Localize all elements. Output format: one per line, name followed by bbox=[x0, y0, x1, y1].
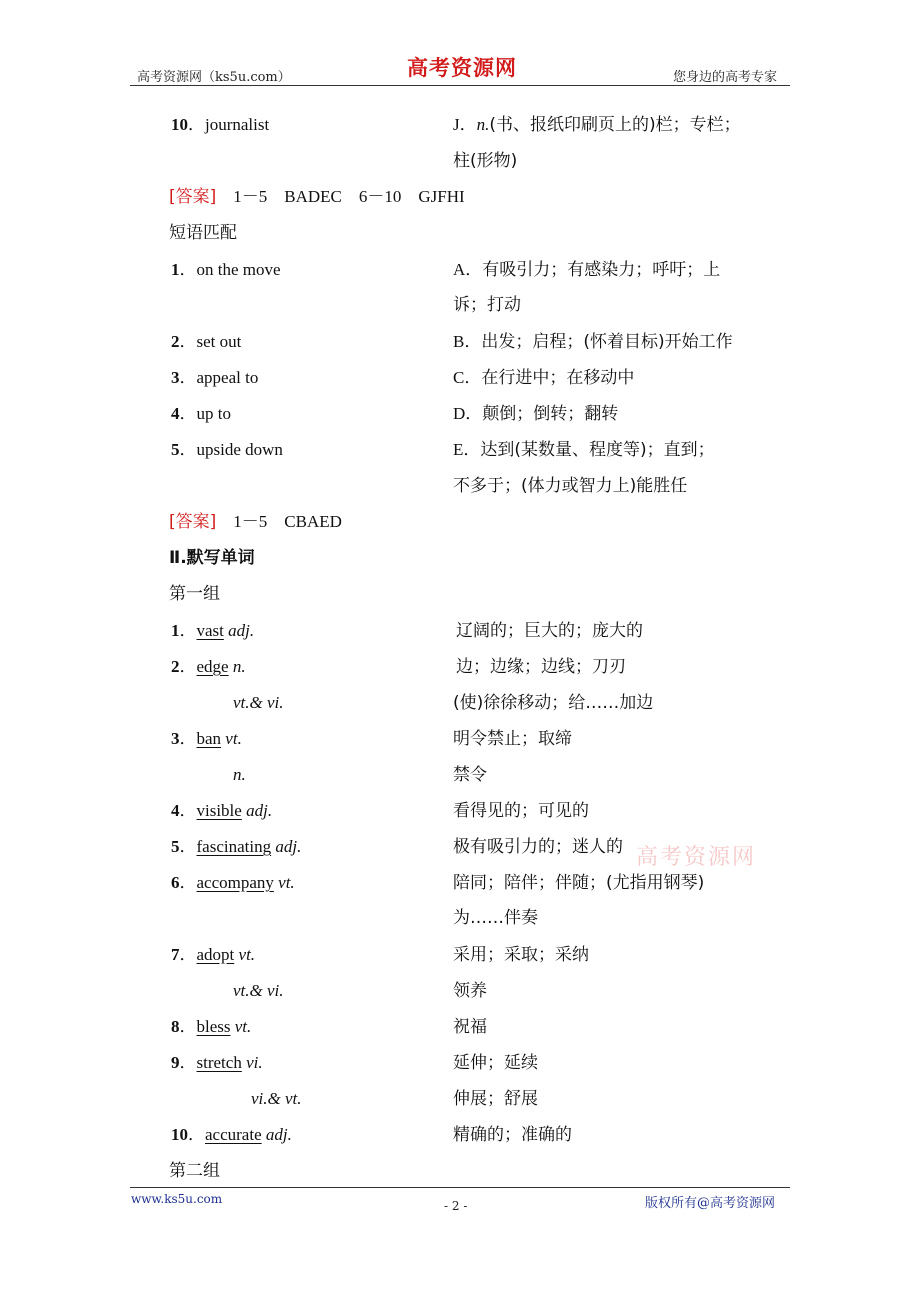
word-definition: 禁令 bbox=[453, 765, 487, 785]
phrase-section-title: 短语匹配 bbox=[169, 223, 237, 243]
word-row: 6．accompany vt. bbox=[171, 873, 295, 892]
word-pos: vt.& vi. bbox=[233, 693, 284, 712]
header-site-name: 高考资源网（ks5u.com） bbox=[137, 70, 291, 85]
option-c: C．在行进中；在移动中 bbox=[453, 368, 635, 388]
group-title-2: 第二组 bbox=[169, 1161, 220, 1181]
word-row: 8．bless vt. bbox=[171, 1017, 252, 1036]
word-row: 4．visible adj. bbox=[171, 801, 273, 820]
option-a: A．有吸引力；有感染力；呼吁；上 bbox=[453, 260, 721, 280]
group-title-1: 第一组 bbox=[169, 584, 220, 604]
word-definition: 祝福 bbox=[453, 1017, 487, 1037]
list-item: 1．on the move bbox=[171, 260, 281, 279]
word-pos: vi.& vt. bbox=[251, 1089, 302, 1108]
list-item: 5．upside down bbox=[171, 440, 283, 459]
footer-site-link[interactable]: www.ks5u.com bbox=[131, 1192, 223, 1206]
header-divider bbox=[130, 85, 790, 86]
list-item: 2．set out bbox=[171, 332, 242, 351]
list-item: 4．up to bbox=[171, 404, 231, 423]
option-j-cont: 柱(形物) bbox=[453, 151, 518, 171]
option-b: B．出发；启程；(怀着目标)开始工作 bbox=[453, 332, 733, 352]
word-row: 2．edge n. bbox=[171, 657, 246, 676]
word-pos: n. bbox=[233, 765, 246, 784]
option-d: D．颠倒；倒转；翻转 bbox=[453, 404, 619, 424]
option-e-cont: 不多于；(体力或智力上)能胜任 bbox=[453, 476, 688, 496]
header-tagline: 您身边的高考专家 bbox=[673, 70, 778, 85]
answer-line-1: [答案] 1－5 BADEC 6－10 GJFHI bbox=[169, 187, 465, 207]
watermark: 高考资源网 bbox=[636, 845, 757, 870]
word-pos: vt.& vi. bbox=[233, 981, 284, 1000]
word-definition-cont: 为……伴奏 bbox=[453, 908, 538, 928]
word-definition: 领养 bbox=[453, 981, 487, 1001]
option-e: E．达到(某数量、程度等)；直到； bbox=[453, 440, 715, 460]
footer-copyright: 版权所有@高考资源网 bbox=[645, 1196, 776, 1211]
answer-line-2: [答案] 1－5 CBAED bbox=[169, 512, 342, 532]
word-definition: 看得见的；可见的 bbox=[453, 801, 589, 821]
word-definition: 辽阔的；巨大的；庞大的 bbox=[456, 621, 643, 641]
option-j: J．n.(书、报纸印刷页上的)栏；专栏； bbox=[453, 115, 741, 135]
word-definition: 极有吸引力的；迷人的 bbox=[453, 837, 623, 857]
word-row: 9．stretch vi. bbox=[171, 1053, 263, 1072]
word-row: 5．fascinating adj. bbox=[171, 837, 302, 856]
header-logo: 高考资源网 bbox=[407, 55, 517, 80]
word-definition: 伸展；舒展 bbox=[453, 1089, 538, 1109]
list-item: 3．appeal to bbox=[171, 368, 259, 387]
list-item: 10．journalist bbox=[171, 115, 270, 134]
section-title: Ⅱ.默写单词 bbox=[169, 548, 255, 568]
page-number: - 2 - bbox=[444, 1199, 468, 1213]
word-definition: 延伸；延续 bbox=[453, 1053, 538, 1073]
word-definition: 精确的；准确的 bbox=[453, 1125, 572, 1145]
word-definition: (使)徐徐移动；给……加边 bbox=[453, 693, 654, 713]
word-row: 1．vast adj. bbox=[171, 621, 255, 640]
option-a-cont: 诉；打动 bbox=[453, 295, 521, 315]
word-row: 10．accurate adj. bbox=[171, 1125, 292, 1144]
word-definition: 陪同；陪伴；伴随；(尤指用钢琴) bbox=[453, 873, 705, 893]
word-row: 7．adopt vt. bbox=[171, 945, 256, 964]
word-definition: 采用；采取；采纳 bbox=[453, 945, 589, 965]
word-definition: 边；边缘；边线；刀刃 bbox=[456, 657, 626, 677]
word-definition: 明令禁止；取缔 bbox=[453, 729, 572, 749]
footer-divider bbox=[130, 1187, 790, 1188]
word-row: 3．ban vt. bbox=[171, 729, 242, 748]
